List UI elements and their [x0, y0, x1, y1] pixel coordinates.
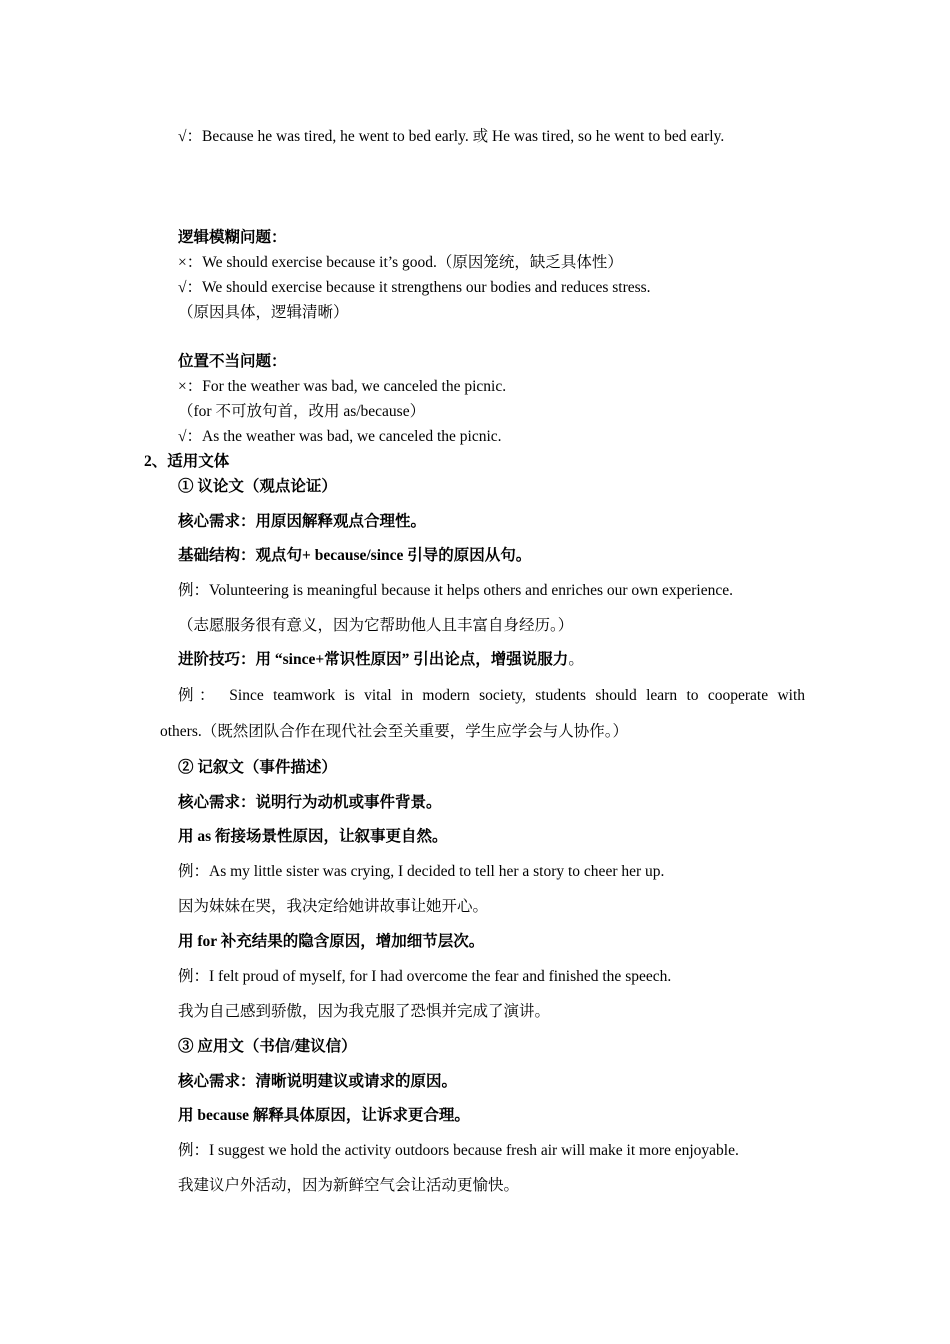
- section-heading-vague-logic: 逻辑模糊问题：: [178, 229, 287, 246]
- translation-line: （志愿服务很有意义，因为它帮助他人且丰富自身经历。）: [178, 617, 574, 634]
- advanced-tip-period: 。: [568, 651, 584, 668]
- usage-tip-for: 用 for 补充结果的隐含原因，增加细节层次。: [178, 933, 485, 950]
- example-line: 例： Since teamwork is vital in modern society, students should learn to cooperate with: [178, 687, 805, 704]
- advanced-tip-text: 进阶技巧：用 “since+常识性原因” 引出论点，增强说服力: [178, 651, 569, 668]
- core-need: 核心需求：说明行为动机或事件背景。: [178, 794, 442, 811]
- wrong-example-line: ×：We should exercise because it’s good.（原因笼统，缺乏具体性）: [178, 254, 623, 271]
- example-line: 例：I suggest we hold the activity outdoors because fresh air will make it more enjoyable.: [178, 1142, 739, 1159]
- section-heading-position: 位置不当问题：: [178, 353, 287, 370]
- section-title-genres: 2、适用文体: [144, 453, 230, 470]
- correct-example-line: √：Because he was tired, he went to bed early. 或 He was tired, so he went to bed early.: [178, 128, 725, 145]
- correct-example-line: √：As the weather was bad, we canceled the picnic.: [178, 428, 502, 445]
- translation-line: 我建议户外活动，因为新鲜空气会让活动更愉快。: [178, 1177, 520, 1194]
- genre-heading-argumentative: ① 议论文（观点论证）: [178, 478, 337, 495]
- explanation-note: （原因具体，逻辑清晰）: [178, 304, 349, 321]
- example-line: 例：I felt proud of myself, for I had overcome the fear and finished the speech.: [178, 968, 672, 985]
- basic-structure: 基础结构：观点句+ because/since 引导的原因从句。: [178, 547, 532, 564]
- example-line: 例：As my little sister was crying, I decided to tell her a story to cheer her up.: [178, 863, 665, 880]
- genre-heading-narrative: ② 记叙文（事件描述）: [178, 759, 337, 776]
- genre-heading-practical: ③ 应用文（书信/建议信）: [178, 1038, 357, 1055]
- example-continuation: others.（既然团队合作在现代社会至关重要，学生应学会与人协作。）: [160, 723, 629, 740]
- usage-tip-because: 用 because 解释具体原因，让诉求更合理。: [178, 1107, 470, 1124]
- explanation-note: （for 不可放句首，改用 as/because）: [178, 403, 426, 420]
- core-need: 核心需求：清晰说明建议或请求的原因。: [178, 1073, 458, 1090]
- example-line: 例：Volunteering is meaningful because it helps others and enriches our own experience.: [178, 582, 733, 599]
- correct-example-line: √：We should exercise because it strengthens our bodies and reduces stress.: [178, 279, 651, 296]
- core-need: 核心需求：用原因解释观点合理性。: [178, 513, 427, 530]
- wrong-example-line: ×：For the weather was bad, we canceled the picnic.: [178, 378, 507, 395]
- usage-tip-as: 用 as 衔接场景性原因，让叙事更自然。: [178, 828, 448, 845]
- translation-line: 因为妹妹在哭，我决定给她讲故事让她开心。: [178, 898, 489, 915]
- advanced-tip: [178, 650, 584, 670]
- translation-line: 我为自己感到骄傲，因为我克服了恐惧并完成了演讲。: [178, 1003, 551, 1020]
